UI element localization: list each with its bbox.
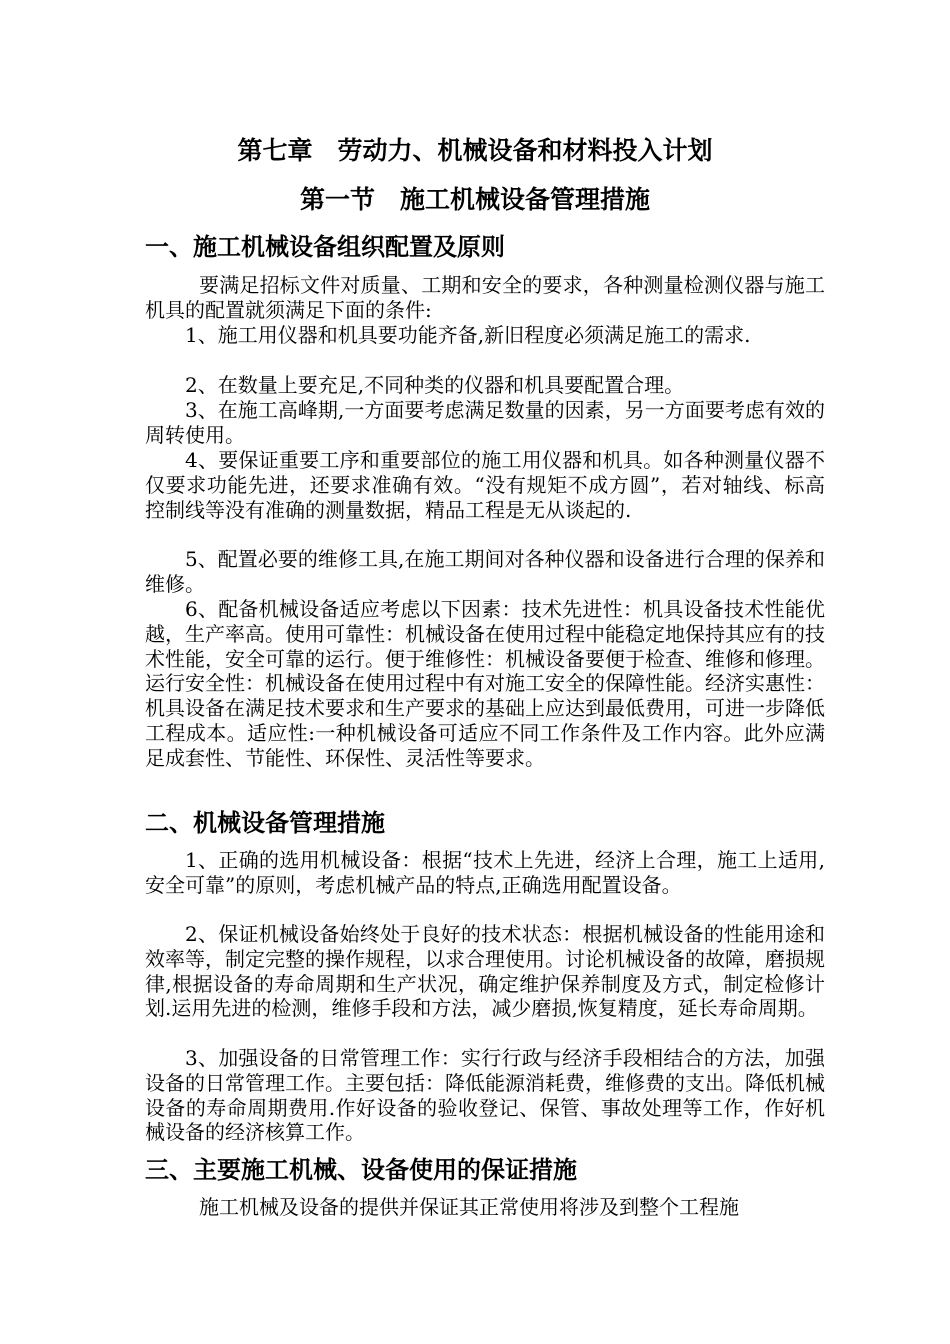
- part2-item-3: 3、加强设备的日常管理工作：实行行政与经济手段相结合的方法，加强设备的日常管理工作。主要包括：降低能源消耗费，维修费的支出。降低机械设备的寿命周期费用.作好设备的验收登记、保管、事故处理等工作，作好机械设备的经济核算工作。: [145, 1046, 825, 1145]
- part1-item-1: 1、施工用仪器和机具要功能齐备,新旧程度必须满足施工的需求.: [185, 323, 751, 347]
- part1-item-2: 2、在数量上要充足,不同种类的仪器和机具要配置合理。: [185, 373, 685, 397]
- part3-intro-paragraph: 施工机械及设备的提供并保证其正常使用将涉及到整个工程施: [199, 1195, 739, 1219]
- part2-item-2: 2、保证机械设备始终处于良好的技术状态：根据机械设备的性能用途和效率等，制定完整的操作规程，以求合理使用。讨论机械设备的故障，磨损规律,根据设备的寿命周期和生产状况，确定维护保养制度及方式，制定检修计划.运用先进的检测，维修手段和方法，减少磨损,恢复精度，延长寿命周期。: [145, 922, 825, 1021]
- chapter-title: 第七章 劳动力、机械设备和材料投入计划: [237, 136, 713, 165]
- part1-heading: 一、施工机械设备组织配置及原则: [145, 232, 505, 261]
- part1-item-6: 6、配备机械设备适应考虑以下因素：技术先进性：机具设备技术性能优越，生产率高。使用可靠性：机械设备在使用过程中能稳定地保持其应有的技术性能，安全可靠的运行。便于维修性：机械设备要便于检查、维修和修理。运行安全性：机械设备在使用过程中有对施工安全的保障性能。经济实惠性：机具设备在满足技术要求和生产要求的基础上应达到最低费用，可进一步降低工程成本。适应性:一种机械设备可适应不同工作条件及工作内容。此外应满足成套性、节能性、环保性、灵活性等要求。: [145, 597, 825, 770]
- part2-heading: 二、机械设备管理措施: [145, 808, 385, 837]
- part3-heading: 三、主要施工机械、设备使用的保证措施: [145, 1155, 577, 1184]
- section-title: 第一节 施工机械设备管理措施: [299, 185, 650, 214]
- part1-item-4: 4、要保证重要工序和重要部位的施工用仪器和机具。如各种测量仪器不仅要求功能先进，还要求准确有效。“没有规矩不成方圆”，若对轴线、标高控制线等没有准确的测量数据，精品工程是无从谈起的.: [145, 448, 825, 522]
- part1-item-5: 5、配置必要的维修工具,在施工期间对各种仪器和设备进行合理的保养和维修。: [145, 547, 825, 596]
- part1-item-3: 3、在施工高峰期,一方面要考虑满足数量的因素，另一方面要考虑有效的周转使用。: [145, 398, 825, 447]
- part2-item-1: 1、正确的选用机械设备：根据“技术上先进，经济上合理，施工上适用,安全可靠”的原则，考虑机械产品的特点,正确选用配置设备。: [145, 848, 825, 897]
- part1-intro-paragraph: 要满足招标文件对质量、工期和安全的要求，各种测量检测仪器与施工机具的配置就须满足下面的条件:: [145, 273, 825, 322]
